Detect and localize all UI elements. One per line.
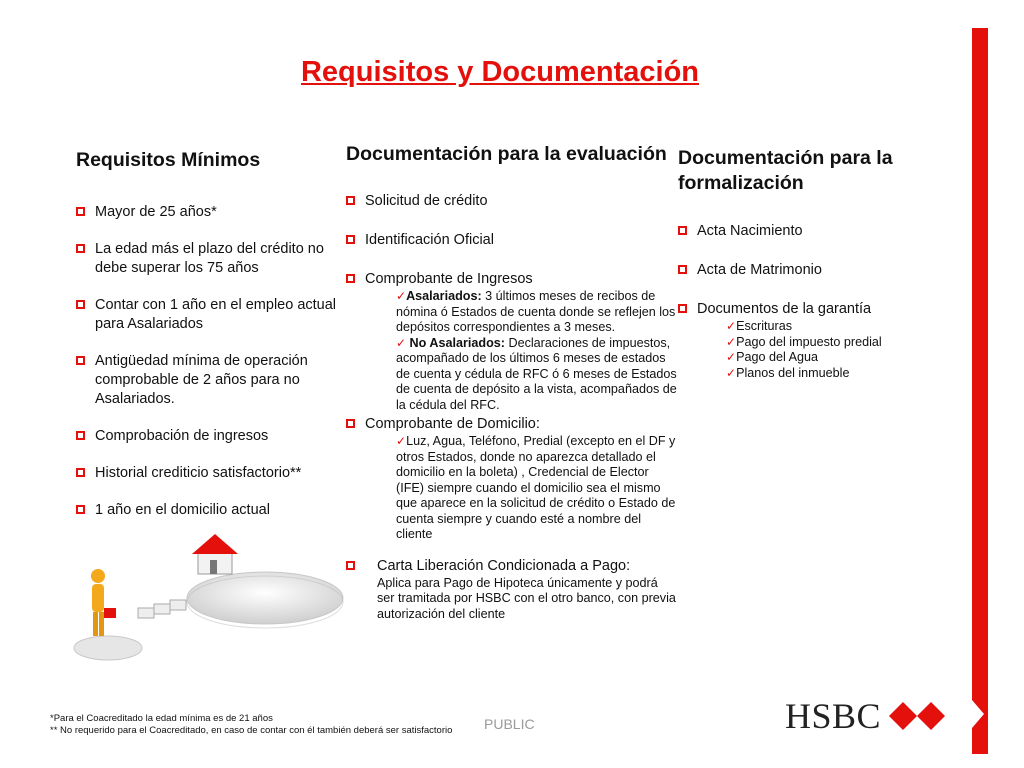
hsbc-wordmark: HSBC <box>785 696 882 736</box>
bullet-square-icon <box>346 561 355 570</box>
house-illustration <box>60 530 360 680</box>
list-item: Mayor de 25 años* <box>76 203 338 222</box>
evaluacion-heading: Documentación para la evaluación <box>346 143 667 165</box>
puzzle-path <box>138 600 186 618</box>
right-red-bar <box>972 28 988 754</box>
formalizacion-heading: Documentación para la formalización <box>678 147 893 194</box>
list-item: Acta Nacimiento <box>678 222 948 241</box>
requisitos-minimos-heading: Requisitos Mínimos <box>76 149 261 171</box>
list-item: Contar con 1 año en el empleo actual para Asalariados <box>76 296 338 334</box>
bullet-square-icon <box>346 419 355 428</box>
requisitos-minimos-column <box>76 148 338 520</box>
list-item: Comprobación de ingresos <box>76 427 338 446</box>
bullet-square-icon <box>346 235 355 244</box>
list-item: Antigüedad mínima de operación comprobable de 2 años para no Asalariados. <box>76 352 338 409</box>
bullet-square-icon <box>76 207 85 216</box>
bullet-square-icon <box>76 356 85 365</box>
person-icon <box>91 569 116 636</box>
check-icon: ✓ <box>726 350 737 364</box>
check-icon: ✓ <box>726 319 737 333</box>
page-title: Requisitos y Documentación <box>300 56 699 88</box>
footnote-coacreditado-historial: ** No requerido para el Coacreditado, en caso de contar con él también deberá ser satisfactorio <box>50 725 453 736</box>
sub-item: ✓Escrituras <box>726 319 793 333</box>
list-item: Acta de Matrimonio <box>678 261 948 280</box>
list-item: Historial crediticio satisfactorio** <box>76 464 338 483</box>
check-icon: ✓ <box>396 434 407 448</box>
bullet-square-icon <box>76 431 85 440</box>
list-item: Carta Liberación Condicionada a Pago: <box>346 557 678 576</box>
check-icon: ✓ <box>396 289 407 303</box>
list-item: Identificación Oficial <box>346 231 678 250</box>
list-item: La edad más el plazo del crédito no debe superar los 75 años <box>76 240 338 278</box>
bullet-square-icon <box>678 226 687 235</box>
footnote-coacreditado-edad: *Para el Coacreditado la edad mínima es de 21 años <box>50 713 273 724</box>
bullet-square-icon <box>76 300 85 309</box>
no-asalariados-detail: ✓ No Asalariados: Declaraciones de impuestos, acompañado de los últimos 6 meses de estados de cuenta y cédula de RFC ó 6 meses de Estados de cuenta de depósito a la vista, acompañados de la cédula del RFC. <box>396 335 677 412</box>
list-item: Solicitud de crédito <box>346 192 678 211</box>
bullet-square-icon <box>76 468 85 477</box>
bullet-square-icon <box>76 244 85 253</box>
sub-item: ✓Pago del impuesto predial <box>726 334 882 349</box>
check-icon: ✓ <box>396 335 407 350</box>
domicilio-detail: ✓Luz, Agua, Teléfono, Predial (excepto en el DF y otros Estados, donde no aparezca detallado el domicilio en la boleta) , Credencial de Elector (IFE) siempre cuando el domicilio sea el mismo que aparece en la solicitud de crédito o Estado de cuenta siempre y cuando esté a nombre del cliente <box>396 434 676 541</box>
list-item: Documentos de la garantía <box>678 300 948 319</box>
check-icon: ✓ <box>726 334 737 349</box>
carta-detail: Aplica para Pago de Hipoteca únicamente y podrá ser tramitada por HSBC con el otro banco, con previa autorización del cliente <box>377 575 676 621</box>
formalizacion-column <box>678 146 948 381</box>
bullet-square-icon <box>678 304 687 313</box>
hsbc-hexagon-icon <box>889 702 945 730</box>
bullet-square-icon <box>678 265 687 274</box>
list-item: Comprobante de Domicilio: <box>346 415 678 434</box>
bullet-square-icon <box>76 505 85 514</box>
list-item: Comprobante de Ingresos <box>346 270 678 289</box>
red-bar-notch <box>972 700 984 728</box>
asalariados-detail: ✓Asalariados: 3 últimos meses de recibos de nómina ó Estados de cuenta donde se reflejen los depósitos correspondientes a 3 meses. <box>396 289 676 334</box>
list-item: 1 año en el domicilio actual <box>76 501 338 520</box>
small-platform <box>74 636 142 660</box>
house-icon <box>192 534 238 574</box>
large-platform <box>187 572 343 624</box>
bullet-square-icon <box>346 196 355 205</box>
evaluacion-column <box>346 142 678 622</box>
sub-item: ✓Pago del Agua <box>726 350 818 364</box>
bullet-square-icon <box>346 274 355 283</box>
classification-label: PUBLIC <box>484 716 535 732</box>
sub-item: ✓Planos del inmueble <box>726 365 850 380</box>
check-icon: ✓ <box>726 365 737 380</box>
